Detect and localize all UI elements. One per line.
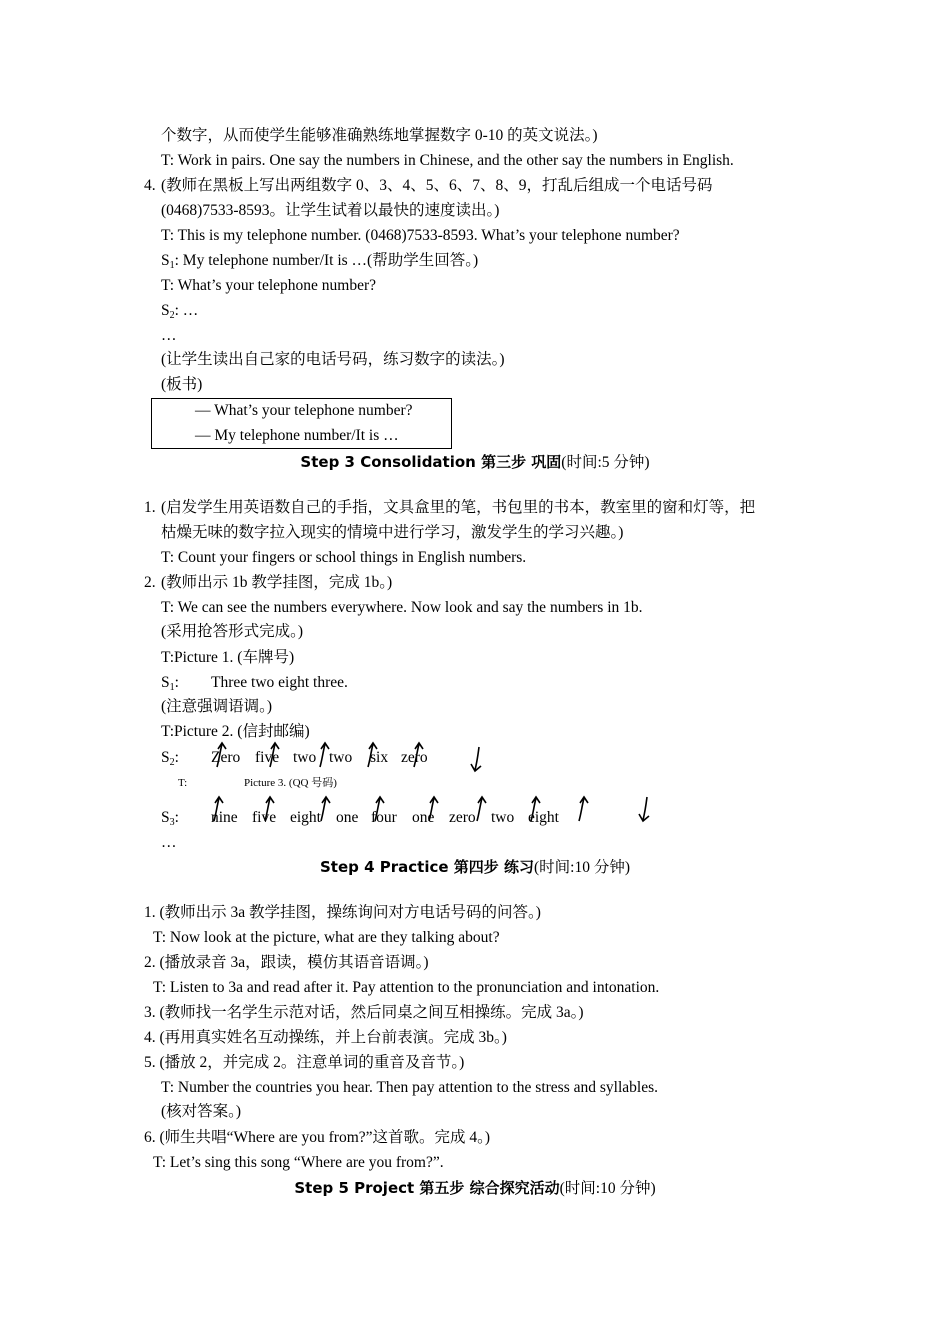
s3-word: four bbox=[371, 809, 397, 826]
picture-3-teacher: T: bbox=[178, 777, 188, 789]
s3-word: zero bbox=[449, 809, 476, 826]
blackboard-box bbox=[151, 398, 452, 449]
rising-intonation-arrow-icon bbox=[576, 794, 592, 824]
step3-item1-number: 1. bbox=[144, 499, 156, 516]
step4-item-1: 1. (教师出示 3a 教学挂图，操练询问对方电话号码的问答。) bbox=[144, 904, 541, 921]
item4-board-label: (板书) bbox=[161, 376, 203, 393]
step4-heading: Step 4 Practice 第四步 练习(时间:10 分钟) bbox=[319, 858, 630, 876]
rising-intonation-arrow-icon bbox=[365, 740, 381, 770]
s3-word: five bbox=[252, 809, 277, 826]
picture-2-line: T:Picture 2. (信封邮编) bbox=[161, 723, 310, 740]
item4-line-1: (教师在黑板上写出两组数字 0、3、4、5、6、7、8、9，打乱后组成一个电话号码 bbox=[161, 177, 713, 194]
rising-intonation-arrow-icon bbox=[211, 794, 227, 824]
s3-word: eight bbox=[528, 809, 559, 826]
s2-word: zero bbox=[401, 749, 428, 766]
s3-word: two bbox=[491, 809, 515, 826]
picture-3-line: Picture 3. (QQ 号码) bbox=[244, 777, 337, 789]
step3-item2-teacher: T: We can see the numbers everywhere. Now look and say the numbers in 1b. bbox=[161, 599, 643, 616]
step3-item1-line-1: (启发学生用英语数自己的手指，文具盒里的笔，书包里的书本，教室里的窗和灯等，把 bbox=[161, 499, 756, 516]
s3-word: one bbox=[412, 809, 435, 826]
item4-line-2: (0468)7533-8593。让学生试着以最快的速度读出。) bbox=[161, 202, 500, 219]
falling-intonation-arrow-icon bbox=[636, 794, 654, 824]
board-answer: — My telephone number/It is … bbox=[195, 427, 399, 444]
s2-label: $S_2$: bbox=[161, 749, 179, 768]
step3-item1-teacher: T: Count your fingers or school things in English numbers. bbox=[161, 549, 527, 566]
s3-word: eight bbox=[290, 809, 321, 826]
rising-intonation-arrow-icon bbox=[474, 794, 490, 824]
board-question: — What’s your telephone number? bbox=[195, 402, 413, 419]
step4-item-6: 6. (师生共唱“Where are you from?”这首歌。完成 4。) bbox=[144, 1129, 491, 1146]
rising-intonation-arrow-icon bbox=[372, 794, 388, 824]
s2-word: six bbox=[370, 749, 389, 766]
item4-student-1: $S_1$: My telephone number/It is …(帮助学生回答。) bbox=[161, 252, 479, 271]
step3-item2-note: (采用抢答形式完成。) bbox=[161, 623, 304, 640]
s3-label: $S_3$: bbox=[161, 809, 179, 828]
step4-item-2: 2. (播放录音 3a，跟读，模仿其语音语调。) bbox=[144, 954, 429, 971]
rising-intonation-arrow-icon bbox=[317, 740, 333, 770]
s3-word: nine bbox=[211, 809, 238, 826]
item4-teacher-1: T: This is my telephone number. (0468)7533-8593. What’s your telephone number? bbox=[161, 227, 680, 244]
rising-intonation-arrow-icon bbox=[267, 740, 283, 770]
step4-item-4: 4. (再用真实姓名互动操练，并上台前表演。完成 3b。) bbox=[144, 1029, 507, 1046]
step3-ellipsis: … bbox=[161, 834, 177, 851]
step3-item2-line-1: (教师出示 1b 教学挂图，完成 1b。) bbox=[161, 574, 393, 591]
s2-word: two bbox=[329, 749, 353, 766]
item4-ellipsis: … bbox=[161, 327, 177, 344]
s2-word: Zero bbox=[211, 749, 241, 766]
step4-item-5-note: (核对答案。) bbox=[161, 1103, 242, 1120]
step4-item-6-teacher: T: Let’s sing this song “Where are you from?”. bbox=[153, 1154, 444, 1171]
step3-item2-number: 2. bbox=[144, 574, 156, 591]
s3-word: one bbox=[336, 809, 359, 826]
falling-intonation-arrow-icon bbox=[468, 744, 486, 774]
step4-item-1-teacher: T: Now look at the picture, what are they talking about? bbox=[153, 929, 500, 946]
s2-word: two bbox=[293, 749, 317, 766]
intro-line-1: 个数字，从而使学生能够准确熟练地掌握数字 0-10 的英文说法。) bbox=[161, 127, 598, 144]
step4-item-5-teacher: T: Number the countries you hear. Then pay attention to the stress and syllables. bbox=[161, 1079, 658, 1096]
s1-label: $S_1$: bbox=[161, 674, 179, 693]
step4-item-2-teacher: T: Listen to 3a and read after it. Pay attention to the pronunciation and intonation. bbox=[153, 979, 660, 996]
step4-item-5: 5. (播放 2，并完成 2。注意单词的重音及音节。) bbox=[144, 1054, 465, 1071]
rising-intonation-arrow-icon bbox=[318, 794, 334, 824]
s1-answer: Three two eight three. bbox=[211, 674, 348, 691]
s2-word: five bbox=[255, 749, 280, 766]
step3-heading: Step 3 Consolidation 第三步 巩固(时间:5 分钟) bbox=[300, 453, 650, 471]
intro-line-2: T: Work in pairs. One say the numbers in Chinese, and the other say the numbers in English. bbox=[161, 152, 734, 169]
intonation-note: (注意强调语调。) bbox=[161, 698, 273, 715]
step4-item-3: 3. (教师找一名学生示范对话，然后同桌之间互相操练。完成 3a。) bbox=[144, 1004, 584, 1021]
step3-item1-line-2: 枯燥无味的数字拉入现实的情境中进行学习，激发学生的学习兴趣。) bbox=[161, 524, 624, 541]
item4-note: (让学生读出自己家的电话号码，练习数字的读法。) bbox=[161, 351, 505, 368]
rising-intonation-arrow-icon bbox=[426, 794, 442, 824]
rising-intonation-arrow-icon bbox=[528, 794, 544, 824]
step5-heading: Step 5 Project 第五步 综合探究活动(时间:10 分钟) bbox=[294, 1179, 656, 1197]
rising-intonation-arrow-icon bbox=[214, 740, 230, 770]
rising-intonation-arrow-icon bbox=[411, 740, 427, 770]
picture-1-line: T:Picture 1. (车牌号) bbox=[161, 649, 295, 666]
item4-number: 4. bbox=[144, 177, 156, 194]
item4-student-2: $S_2$: … bbox=[161, 302, 199, 321]
item4-teacher-2: T: What’s your telephone number? bbox=[161, 277, 377, 294]
rising-intonation-arrow-icon bbox=[262, 794, 278, 824]
